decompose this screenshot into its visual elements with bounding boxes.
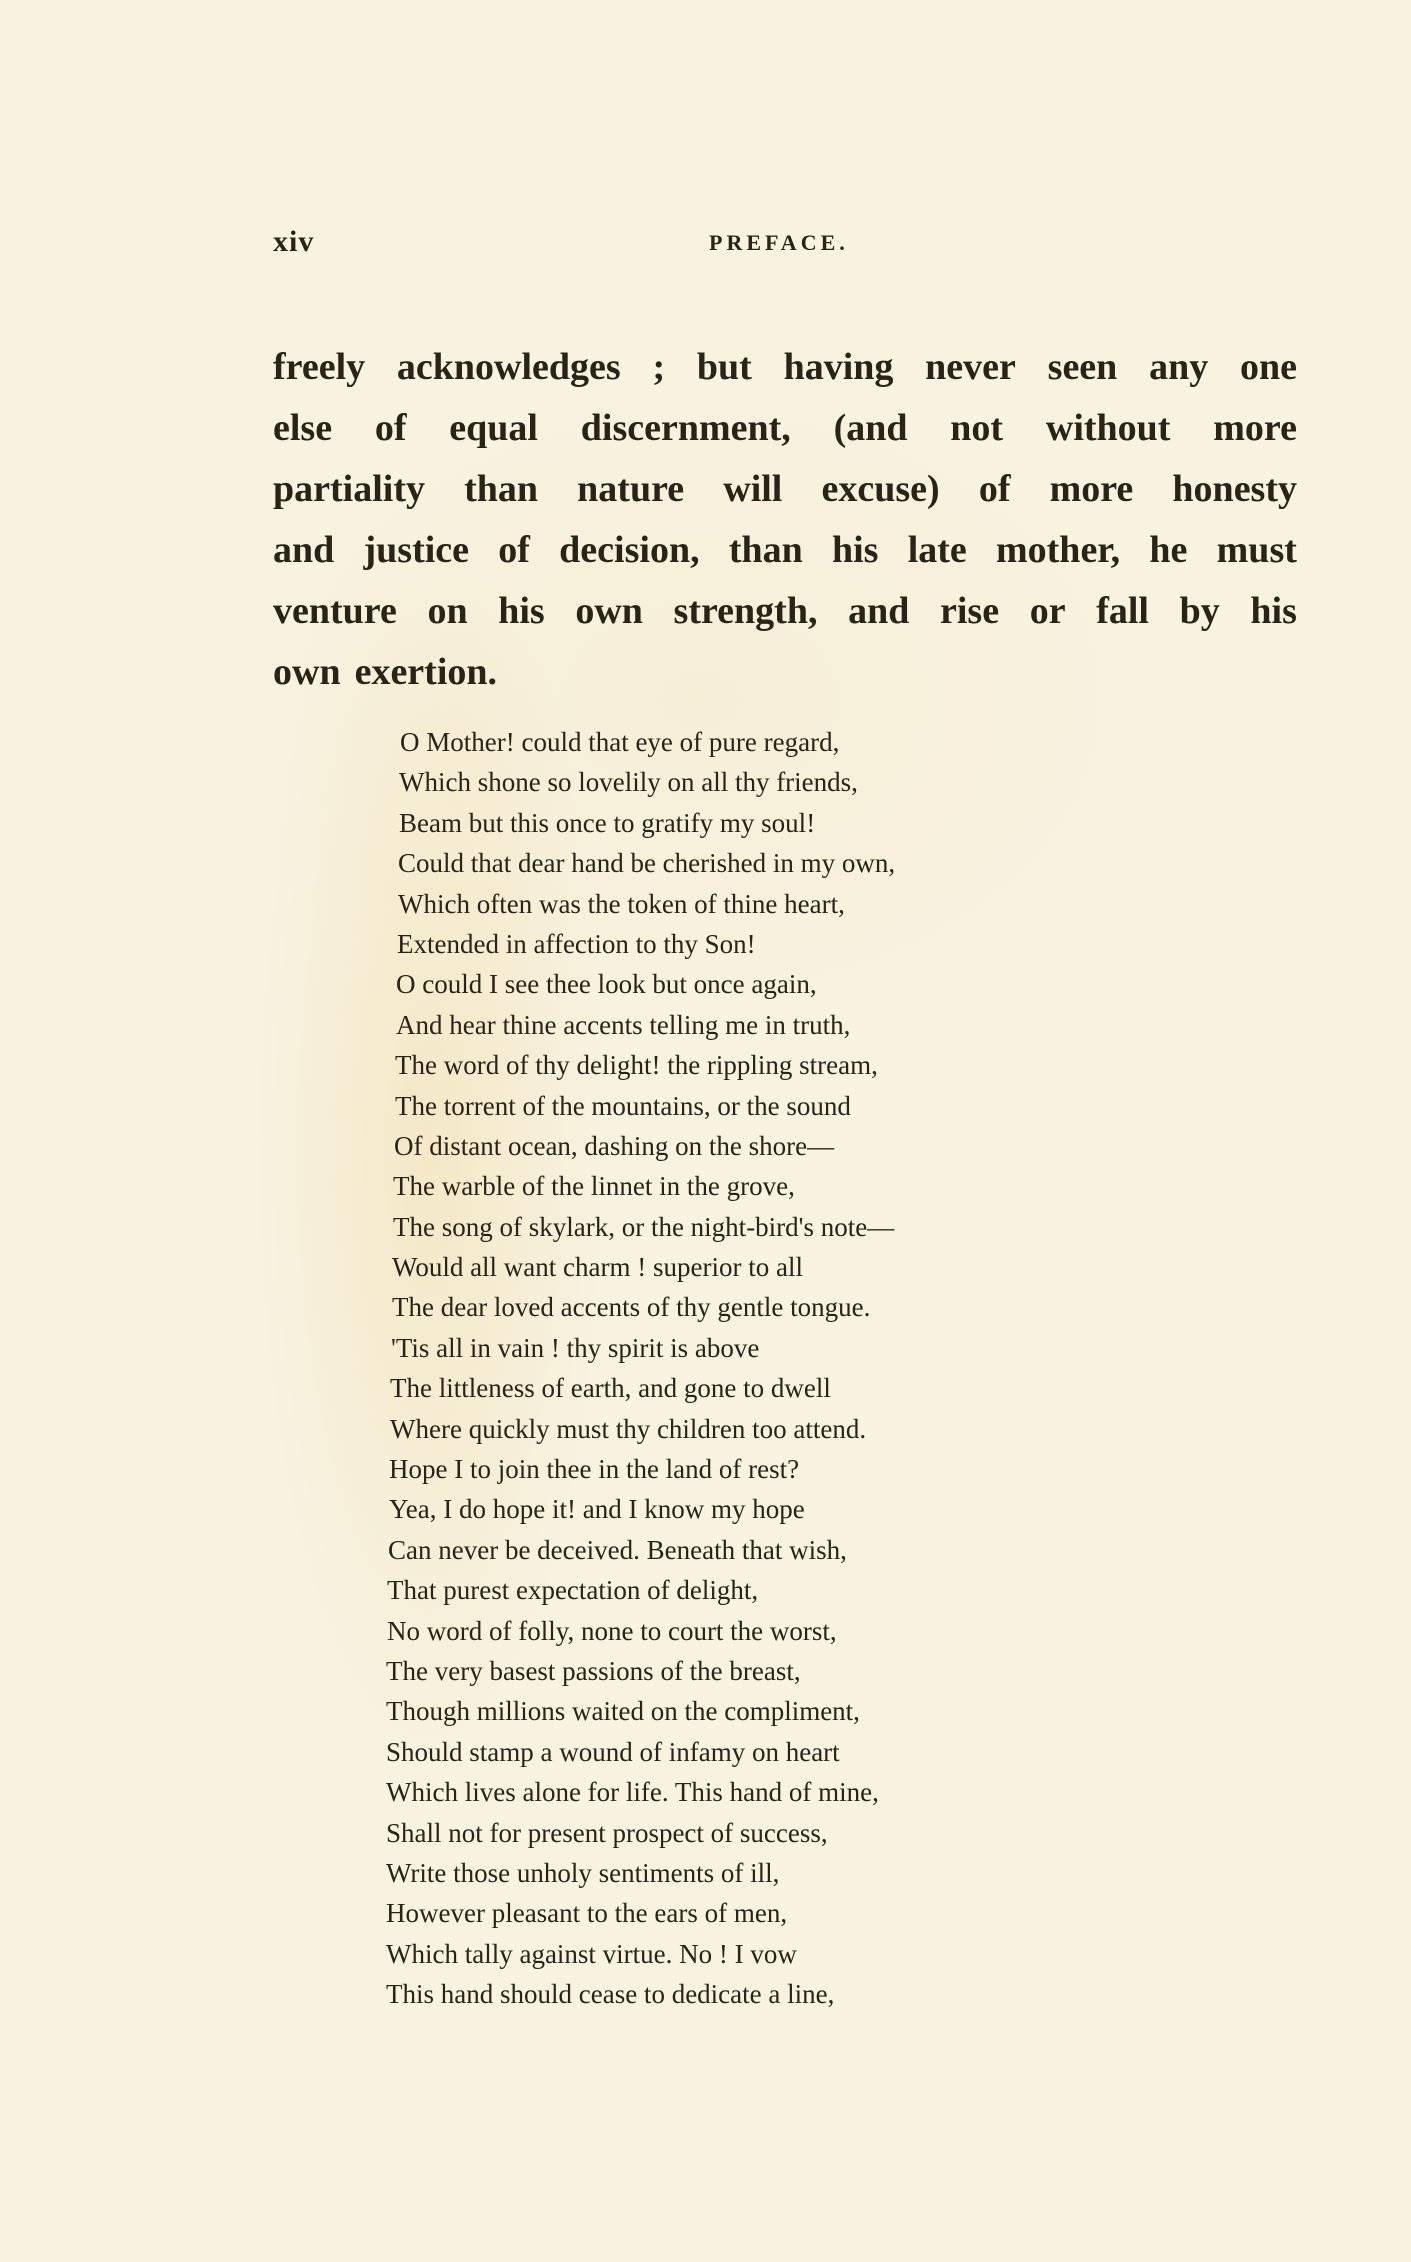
- poem-line: Which lives alone for life. This hand of mine,: [386, 1777, 879, 1808]
- prose-word: one: [1239, 346, 1297, 388]
- poem-line: The song of skylark, or the night-bird's note—: [393, 1211, 895, 1242]
- prose-word: justice: [363, 529, 470, 571]
- poem-line: The very basest passions of the breast,: [386, 1655, 801, 1686]
- prose-word: freely: [273, 346, 366, 388]
- poem-line: Of distant ocean, dashing on the shore—: [394, 1130, 835, 1161]
- prose-word: having: [783, 346, 894, 388]
- prose-word: honesty: [1172, 468, 1297, 510]
- poem-line: Would all want charm ! superior to all: [392, 1252, 803, 1283]
- prose-word: his: [1250, 590, 1297, 632]
- prose-line: [273, 581, 1297, 642]
- prose-line: [273, 398, 1297, 459]
- poem-line: Should stamp a wound of infamy on heart: [386, 1736, 840, 1767]
- prose-word: than: [464, 468, 539, 510]
- poem-line: Write those unholy sentiments of ill,: [386, 1857, 780, 1888]
- poem-line: Beam but this once to gratify my soul!: [399, 807, 816, 838]
- prose-word: he: [1149, 529, 1188, 571]
- poem-line: No word of folly, none to court the worst,: [387, 1615, 837, 1646]
- poem-line: Shall not for present prospect of success,: [386, 1817, 828, 1848]
- poem-line: And hear thine accents telling me in truth,: [396, 1009, 851, 1040]
- prose-word: nature: [577, 468, 685, 510]
- poem-line: O Mother! could that eye of pure regard,: [400, 727, 840, 757]
- poem-line: The word of thy delight! the rippling stream,: [395, 1050, 878, 1081]
- poem-line: Hope I to join thee in the land of rest?: [389, 1454, 800, 1485]
- running-title: PREFACE.: [709, 230, 849, 255]
- prose-word: own: [575, 590, 643, 632]
- prose-word: discernment,: [580, 407, 791, 449]
- prose-word: partiality: [273, 468, 425, 510]
- prose-word: own: [273, 651, 341, 693]
- poem-line: That purest expectation of delight,: [387, 1575, 759, 1606]
- poem-line: Can never be deceived. Beneath that wish,: [388, 1534, 847, 1565]
- prose-word: else: [273, 407, 333, 449]
- poem-line: Where quickly must thy children too attend.: [390, 1413, 867, 1444]
- poem-line: The torrent of the mountains, or the sound: [395, 1090, 851, 1121]
- poem-line: O could I see thee look but once again,: [396, 969, 817, 1000]
- prose-line: [273, 520, 1297, 581]
- poem-line: Extended in affection to thy Son!: [397, 928, 756, 959]
- poem-line: However pleasant to the ears of men,: [386, 1898, 788, 1929]
- running-head: [273, 225, 849, 265]
- prose-word: of: [498, 529, 530, 571]
- poem-line: Which often was the token of thine heart,: [398, 888, 845, 919]
- prose-line: [273, 642, 1297, 703]
- poem-line: The warble of the linnet in the grove,: [393, 1171, 795, 1202]
- poem-line: This hand should cease to dedicate a line,: [386, 1979, 835, 2010]
- prose-word: equal: [449, 407, 538, 449]
- prose-word: will: [723, 468, 783, 510]
- prose-word: strength,: [673, 590, 818, 632]
- poem: [386, 722, 1066, 2015]
- prose-word: on: [427, 590, 468, 632]
- prose-word: venture: [273, 590, 397, 632]
- poem-line: Though millions waited on the compliment,: [386, 1696, 860, 1727]
- prose-word: more: [1049, 468, 1134, 510]
- prose-word: of: [978, 468, 1011, 510]
- prose-word: (and: [833, 407, 908, 449]
- prose-word: exertion.: [354, 651, 498, 693]
- prose-word: without: [1045, 407, 1171, 449]
- prose-word: his: [831, 529, 879, 571]
- prose-word: decision,: [559, 529, 700, 571]
- prose-word: his: [498, 590, 545, 632]
- prose-word: by: [1179, 590, 1220, 632]
- prose-word: never: [925, 346, 1016, 388]
- prose-word: must: [1216, 529, 1297, 571]
- prose-word: and: [273, 529, 335, 571]
- prose-word: mother,: [996, 529, 1121, 571]
- prose-word: ;: [652, 346, 666, 388]
- prose-word: any: [1149, 346, 1209, 388]
- prose-word: and: [848, 590, 910, 632]
- prose-word: late: [907, 529, 967, 571]
- prose-word: of: [374, 407, 407, 449]
- prose-line: [273, 337, 1297, 398]
- prose-word: than: [728, 529, 803, 571]
- prose-line: [273, 459, 1297, 520]
- poem-line: The littleness of earth, and gone to dwell: [390, 1373, 831, 1404]
- prose-word: rise: [940, 590, 1000, 632]
- poem-line: Which tally against virtue. No ! I vow: [386, 1938, 797, 1969]
- poem-line: Which shone so lovelily on all thy friends,: [399, 767, 858, 798]
- poem-line: Could that dear hand be cherished in my own,: [398, 848, 896, 879]
- poem-line: The dear loved accents of thy gentle tongue.: [392, 1292, 871, 1323]
- prose-word: acknowledges: [396, 346, 621, 388]
- prose-word: or: [1029, 590, 1066, 632]
- prose-paragraph: [273, 337, 1297, 703]
- prose-word: fall: [1096, 590, 1149, 632]
- prose-word: not: [950, 407, 1004, 449]
- prose-word: seen: [1047, 346, 1118, 388]
- prose-word: more: [1213, 407, 1297, 449]
- prose-word: but: [696, 346, 752, 388]
- poem-line: 'Tis all in vain ! thy spirit is above: [391, 1332, 760, 1363]
- poem-line: Yea, I do hope it! and I know my hope: [389, 1494, 805, 1525]
- page-number: xiv: [273, 225, 315, 258]
- prose-word: excuse): [821, 468, 940, 510]
